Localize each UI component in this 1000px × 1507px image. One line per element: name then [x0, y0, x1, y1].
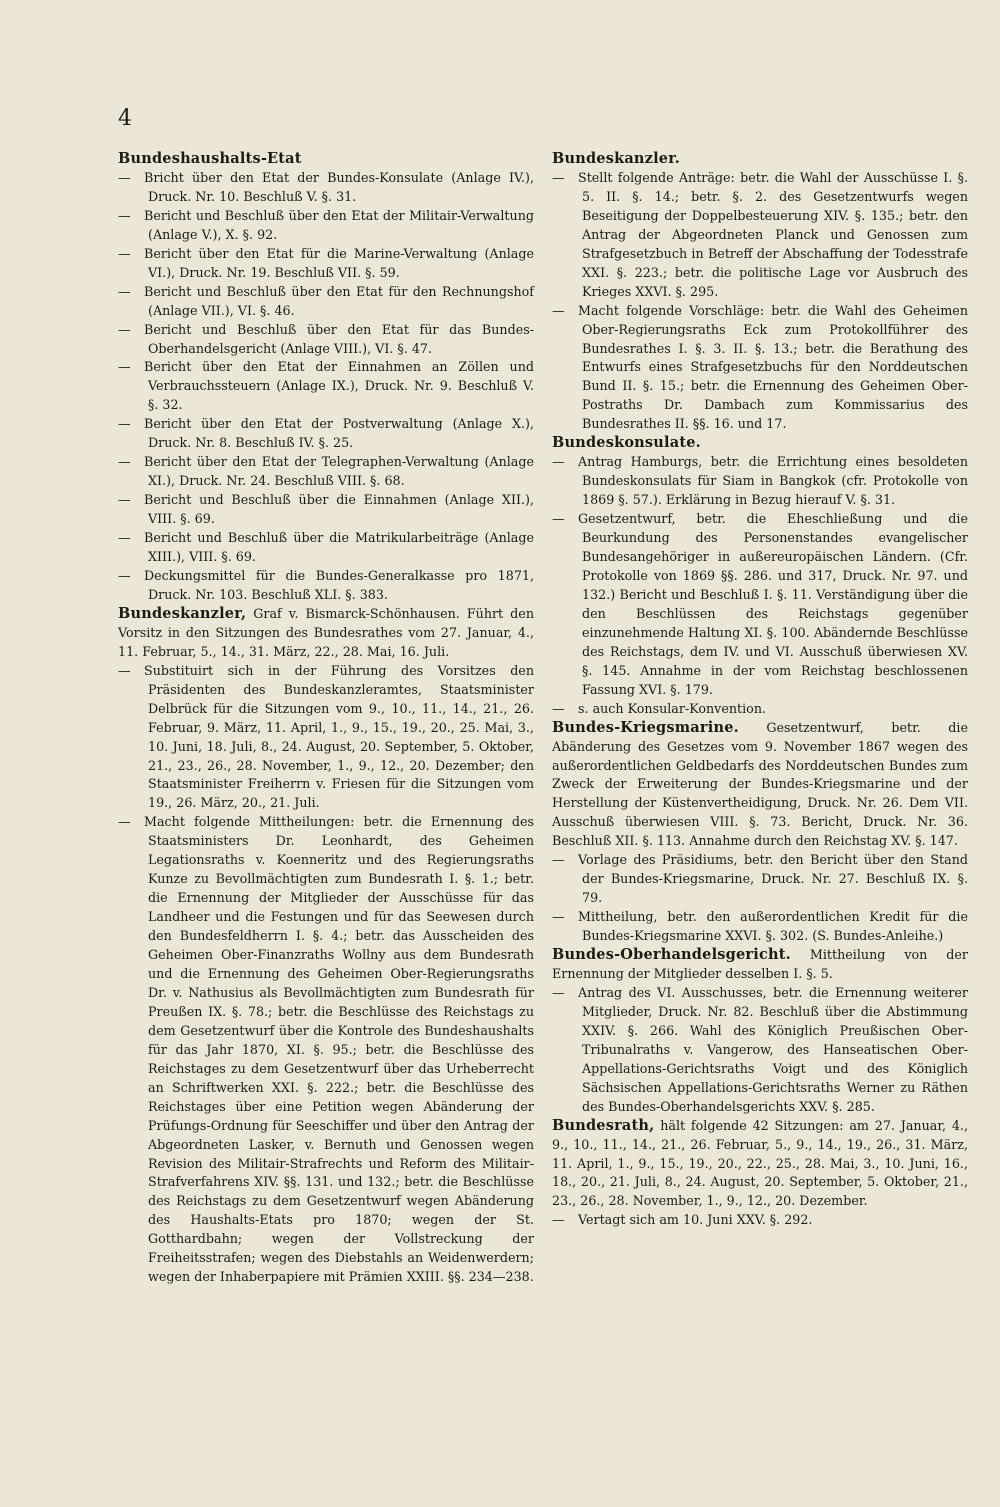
entry-item: — Macht folgende Vorschläge: betr. die Wahl des Geheimen Ober-Regierungsraths Eck zum Protokollführer des Bundesrathes I. §. 3. II. §. 13.; betr. die Berathung des Entwurfs eines Strafgesetzbuchs für den Norddeutschen Bund II. §. 15.; betr. die Ernennung des Geheimen Ober-Postraths Dr. Dambach zum Kommissarius des Bundesrathes II. §§. 16. und 17. [552, 302, 968, 432]
entry-item: — Vorlage des Präsidiums, betr. den Bericht über den Stand der Bundes-Kriegsmarine, Druck. Nr. 27. Beschluß IX. §. 79. [552, 852, 968, 906]
entry-item: — Bericht und Beschluß über die Einnahmen (Anlage XII.), VIII. §. 69. [118, 492, 534, 527]
entry-bundesrath [552, 1117, 968, 1231]
dash-marker: — [552, 984, 565, 1000]
entry-item: — Antrag des VI. Ausschusses, betr. die Ernennung weiterer Mitglieder, Druck. Nr. 82. Beschluß über die Abstimmung XXIV. §. 266. Wahl des Königlich Preußischen Ober-Tribunalraths v. Vangerow, des Hanseatischen Ober-Appellations-Gerichtsraths Voigt und des Königlich Sächsischen Appellations-Gerichtsraths Werner zu Räthen des Bundes-Oberhandelsgerichts XXV. §. 285. [552, 984, 968, 1114]
dash-marker: — [552, 700, 565, 716]
right-column [552, 150, 968, 1230]
entry-text: Gesetzentwurf, betr. die Abänderung des Gesetzes vom 9. November 1867 wegen des außerordentlichen Geldbedarfs des Norddeutschen Bundes zum Zweck der Erweiterung der Bundes-Kriegsmarine und der Herstellung der Küstenvertheidigung, Druck. Nr. 26. Dem VII. Ausschuß überwiesen VIII. §. 73. Bericht, Druck. Nr. 36. Beschluß XII. §. 113. Annahme durch den Reichstag XV. §. 147. [552, 719, 968, 849]
entry-item: — Mittheilung, betr. den außerordentlichen Kredit für die Bundes-Kriegsmarine XXVI. §. 302. (S. Bundes-Anleihe.) [552, 909, 968, 944]
entry-item: — Gesetzentwurf, betr. die Eheschließung und die Beurkundung des Personenstandes evangelischer Bundesangehöriger in außereuropäischen Ländern. (Cfr. Protokolle von 1869 §§. 286. und 317, Druck. Nr. 97. und 132.) Bericht und Beschluß I. §. 11. Verständigung über die den Beschlüssen des Reichstags gegenüber einzunehmende Haltung XI. §. 100. Abändernde Beschlüsse des Reichstags, dem IV. und VI. Ausschuß überwiesen XV. §. 145. Annahme in der vom Reichstag beschlossenen Fassung XVI. §. 179. [552, 511, 968, 697]
entry-item: — Bericht über den Etat der Postverwaltung (Anlage X.), Druck. Nr. 8. Beschluß IV. §. 25. [118, 416, 534, 451]
entry-heading: Bundes-Kriegsmarine. [552, 718, 739, 736]
entry-item: — s. auch Konsular-Konvention. [552, 700, 968, 719]
entry-bundes-kriegsmarine [552, 719, 968, 946]
entry-heading: Bundeskonsulate. [552, 434, 701, 452]
dash-marker: — [118, 416, 131, 432]
entry-item: — Deckungsmittel für die Bundes-Generalkasse pro 1871, Druck. Nr. 103. Beschluß XLI. §. 383. [118, 567, 534, 602]
entry-item: — Substituirt sich in der Führung des Vorsitzes den Präsidenten des Bundeskanzleramtes, Staatsminister Delbrück für die Sitzungen vom 9., 10., 11., 14., 21., 26. Februar, 9. März, 11. April, 1., 9., 15., 19., 20., 25. Mai, 3., 10. Juni, 18. Juli, 8., 24. August, 20. September, 5. Oktober, 21., 23., 26., 28. November, 1., 9., 12., 20. Dezember; den Staatsminister Freiherrn v. Friesen für die Sitzungen vom 19., 26. März, 20., 21. Juli. [118, 662, 534, 811]
dash-marker: — [552, 1212, 565, 1228]
dash-marker: — [118, 530, 131, 546]
entry-item: — Bricht über den Etat der Bundes-Konsulate (Anlage IV.), Druck. Nr. 10. Beschluß V. §. 31. [118, 169, 534, 204]
dash-marker: — [118, 359, 131, 375]
dash-marker: — [118, 169, 131, 185]
dash-marker: — [118, 207, 131, 223]
entry-item: — Vertagt sich am 10. Juni XXV. §. 292. [552, 1211, 968, 1230]
dash-marker: — [118, 321, 131, 337]
entry-bundeshaushalts-etat [118, 150, 534, 605]
dash-marker: — [552, 511, 565, 527]
entry-heading: Bundes-Oberhandelsgericht. [552, 946, 791, 964]
entry-bundeskanzler [118, 605, 534, 1287]
left-column [118, 150, 534, 1287]
entry-bundes-oberhandelsgericht [552, 946, 968, 1117]
dash-marker: — [118, 492, 131, 508]
entry-heading: Bundesrath, [552, 1116, 655, 1134]
dash-marker: — [552, 852, 565, 868]
dash-marker: — [118, 662, 131, 678]
entry-item: — Stellt folgende Anträge: betr. die Wahl der Ausschüsse I. §. 5. II. §. 14.; betr. §. 2. des Gesetzentwurfs wegen Beseitigung der Doppelbesteuerung XIV. §. 135.; betr. den Antrag der Abgeordneten Planck und Genossen zum Strafgesetzbuch in Betreff der Abschaffung der Todesstrafe XXI. §. 223.; betr. die politische Lage vor Ausbruch des Krieges XXVI. §. 295. [552, 169, 968, 299]
entry-item: — Bericht und Beschluß über den Etat der Militair-Verwaltung (Anlage V.), X. §. 92. [118, 207, 534, 242]
entry-bundeskanzler-cont [552, 150, 968, 434]
entry-item: — Antrag Hamburgs, betr. die Errichtung eines besoldeten Bundeskonsulats für Siam in Bangkok (cfr. Protokolle von 1869 §. 57.). Erklärung in Bezug hierauf V. §. 31. [552, 454, 968, 508]
entry-text: Mittheilung von der Ernennung der Mitglieder desselben I. §. 5. [552, 947, 968, 981]
entry-item: — Bericht und Beschluß über den Etat für das Bundes-Oberhandelsgericht (Anlage VIII.), VI. §. 47. [118, 321, 534, 356]
dash-marker: — [118, 814, 131, 830]
entry-item: — Bericht über den Etat der Einnahmen an Zöllen und Verbrauchssteuern (Anlage IX.), Druck. Nr. 9. Beschluß V. §. 32. [118, 359, 534, 413]
dash-marker: — [118, 245, 131, 261]
entry-text: Graf v. Bismarck-Schönhausen. Führt den Vorsitz in den Sitzungen des Bundesrathes vom 27. Januar, 4., 11. Februar, 5., 14., 31. März, 22., 28. Mai, 16. Juli. [118, 605, 534, 659]
dash-marker: — [118, 567, 131, 583]
dash-marker: — [552, 454, 565, 470]
entry-item: — Bericht über den Etat für die Marine-Verwaltung (Anlage VI.), Druck. Nr. 19. Beschluß VII. §. 59. [118, 245, 534, 280]
dash-marker: — [118, 454, 131, 470]
entry-heading: Bundeskanzler. [552, 150, 680, 167]
entry-item: — Bericht und Beschluß über die Matrikularbeiträge (Anlage XIII.), VIII. §. 69. [118, 530, 534, 565]
entry-item: — Bericht über den Etat der Telegraphen-Verwaltung (Anlage XI.), Druck. Nr. 24. Beschluß VIII. §. 68. [118, 454, 534, 489]
dash-marker: — [552, 302, 565, 318]
entry-heading: Bundeshaushalts-Etat [118, 150, 302, 167]
entry-item: — Macht folgende Mittheilungen: betr. die Ernennung des Staatsministers Dr. Leonhardt, des Geheimen Legationsraths v. Koenneritz und des Regierungsraths Kunze zu Bevollmächtigten zum Bundesrath I. §. 1.; betr. die Ernennung der Mitglieder der Ausschüsse für das Landheer und die Festungen und für das Seewesen durch den Bundesfeldherrn I. §. 4.; betr. das Ausscheiden des Geheimen Ober-Finanzraths Wollny aus dem Bundesrath und die Ernennung des Geheimen Ober-Regierungsraths Dr. v. Nathusius als Bevollmächtigten zum Bundesrath für Preußen IX. §. 78.; betr. die Beschlüsse des Reichstags zu dem Gesetzentwurf über die Kontrole des Bundeshaushalts für das Jahr 1870, XI. §. 95.; betr. die Beschlüsse des Reichstages zu dem Gesetzentwurf über das Urheberrecht an Schriftwerken XXI. §. 222.; betr. die Beschlüsse des Reichstages über eine Petition wegen Abänderung der Prüfungs-Ordnung für Seeschiffer und über den Antrag der Abgeordneten Lasker, v. Bernuth und Genossen wegen Revision des Militair-Strafrechts und Reform des Militair-Strafverfahrens XIV. §§. 131. und 132.; betr. die Beschlüsse des Reichstags zu dem Gesetzentwurf wegen Abänderung des Haushalts-Etats pro 1870; wegen der St. Gotthardbahn; wegen der Vollstreckung der Freiheitsstrafen; wegen des Diebstahls an Weidenwerdern; wegen der Inhaberpapiere mit Prämien XXIII. §§. 234—238. [118, 814, 534, 1285]
dash-marker: — [118, 283, 131, 299]
entry-heading: Bundeskanzler, [118, 604, 247, 622]
dash-marker: — [552, 169, 565, 185]
entry-item: — Bericht und Beschluß über den Etat für den Rechnungshof (Anlage VII.), VI. §. 46. [118, 283, 534, 318]
entry-bundeskonsulate [552, 434, 968, 718]
dash-marker: — [552, 909, 565, 925]
page-number: 4 [118, 106, 132, 131]
entry-text: hält folgende 42 Sitzungen: am 27. Januar, 4., 9., 10., 11., 14., 21., 26. Februar, 5., 9., 14., 19., 26., 31. März, 11. April, 1., 9., 15., 19., 20., 22., 25., 28. Mai, 3., 10. Juni, 16., 18., 20., 21. Juli, 8., 24. August, 20. September, 5. Oktober, 21., 23., 26., 28. November, 1., 9., 12., 20. Dezember. [552, 1117, 968, 1209]
